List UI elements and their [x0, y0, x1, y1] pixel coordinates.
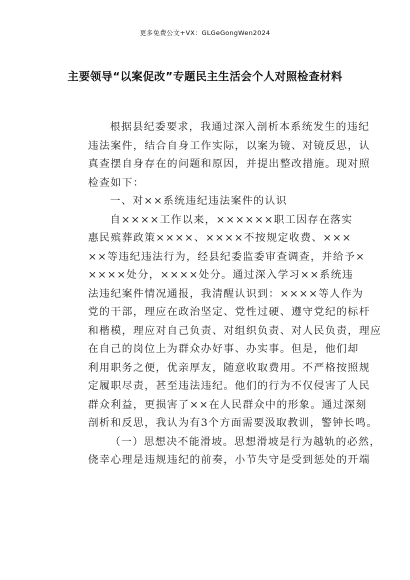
body-line: 定履职尽责，甚至违法违纪。他们的行为不仅侵害了人民 [88, 380, 371, 392]
body-line: 自××××工作以来，××××××职工因存在落实 [110, 213, 353, 226]
body-line: 一、对××系统违纪违法案件的认识 [110, 195, 288, 207]
body-line: 群众利益，更损害了××在人民群众中的形象。通过深刻 [88, 398, 367, 411]
body-line: 侥幸心理是违规违纪的前奏，小节失守是受到惩处的开端 [88, 454, 371, 466]
body-line: 在自己的岗位上为群众办好事、办实事。但是，他们却 [88, 343, 359, 355]
body-line: ××××处分，××××处分。通过深入学习××系统违 [88, 269, 354, 281]
document-body [88, 118, 382, 470]
body-line: 违法案件，结合自身工作实际，以案为镜、对镜反思，认 [88, 139, 371, 152]
body-line: ××等违纪违法行为，经县纪委监委审查调查，并给予× [88, 250, 366, 263]
body-line: 法违纪案件情况通报，我清醒认识到：××××等人作为 [88, 287, 364, 300]
body-line: （一）思想决不能滑坡。思想滑坡是行为越轨的必然， [110, 435, 381, 448]
body-line: 党的干部，理应在政治坚定、党性过硬、遵守党纪的标杆 [88, 306, 371, 318]
body-line: 检查如下： [88, 176, 145, 189]
document-title: 主要领导“以案促改”专题民主生活会个人对照检查材料 [67, 70, 343, 83]
body-line: 根据县纪委要求，我通过深入剖析本系统发生的违纪 [110, 121, 370, 133]
body-line: 真查摆自身存在的问题和原因，并提出整改措施。现对照 [88, 158, 371, 170]
header-note: 更多免费公文+VX：GLGeGongWen2024 [139, 29, 271, 37]
body-line: 和楷模，理应对自己负责、对组织负责、对人民负责，理应 [88, 324, 382, 337]
body-line: 剖析和反思，我认为有3个方面需要汲取教训，警钟长鸣。 [88, 417, 378, 429]
body-line: 惠民殡葬政策××××、××××不按规定收费、××× [88, 232, 352, 244]
body-line: 利用职务之便，优亲厚友，随意收取费用。不严格按照规 [88, 361, 371, 374]
